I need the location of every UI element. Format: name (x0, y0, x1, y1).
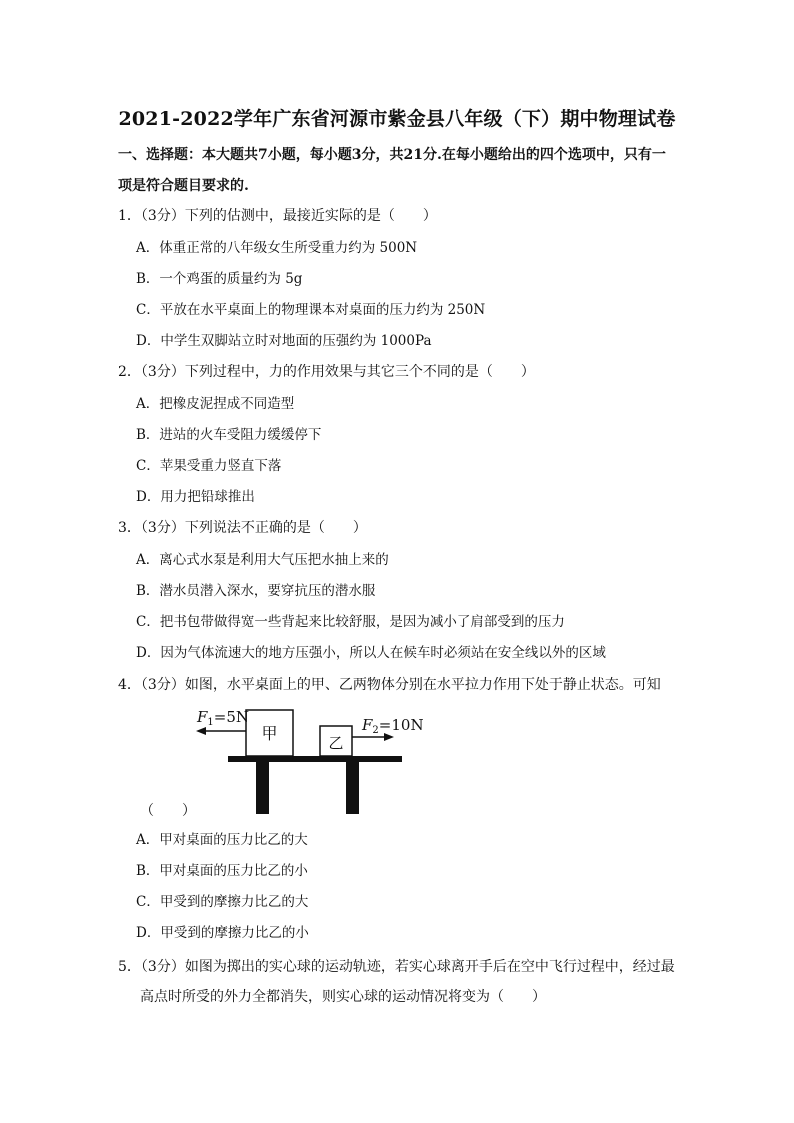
page-title: 2021-2022学年广东省河源市紫金县八年级（下）期中物理试卷 (118, 108, 676, 130)
question-2-option-d: D．用力把铅球推出 (136, 489, 255, 505)
question-4-option-d: D．甲受到的摩擦力比乙的小 (136, 925, 309, 941)
force-f2-label: $F_2=10N$ (362, 716, 424, 736)
question-3-stem: 3．（3分）下列说法不正确的是（ ） (118, 520, 367, 536)
question-2-option-c: C．苹果受重力竖直下落 (136, 458, 282, 474)
question-2-option-b: B．进站的火车受阻力缓缓停下 (136, 427, 322, 443)
block-yi-label: 乙 (328, 734, 344, 752)
question-3-option-b: B．潜水员潜入深水，要穿抗压的潜水服 (136, 583, 376, 599)
question-1-option-d: D．中学生双脚站立时对地面的压强约为 1000Pa (136, 333, 432, 349)
question-4-option-b: B．甲对桌面的压力比乙的小 (136, 863, 308, 879)
table-top (228, 756, 402, 762)
force-f1-label: $F_1=5N$ (197, 708, 250, 728)
question-5-stem-continued: 高点时所受的外力全都消失，则实心球的运动情况将变为（ ） (140, 989, 546, 1005)
force-f1-arrowhead (196, 727, 206, 735)
section-heading-line2: 项是符合题目要求的. (118, 178, 249, 194)
question-4-stem: 4．（3分）如图，水平桌面上的甲、乙两物体分别在水平拉力作用下处于静止状态。可知 (118, 677, 661, 693)
block-jia-label: 甲 (261, 724, 278, 743)
question-2-stem: 2．（3分）下列过程中，力的作用效果与其它三个不同的是（ ） (118, 364, 535, 380)
question-4-option-a: A．甲对桌面的压力比乙的大 (136, 832, 308, 848)
question-1-option-c: C．平放在水平桌面上的物理课本对桌面的压力约为 250N (136, 302, 486, 318)
question-1-stem: 1．（3分）下列的估测中，最接近实际的是（ ） (118, 208, 437, 224)
question-3-option-c: C．把书包带做得宽一些背起来比较舒服，是因为减小了肩部受到的压力 (136, 614, 565, 630)
question-4-answer-brackets: （ ） (140, 803, 196, 819)
question-2-option-a: A．把橡皮泥捏成不同造型 (136, 396, 295, 412)
question-3-option-d: D．因为气体流速大的地方压强小，所以人在候车时必须站在安全线以外的区域 (136, 645, 606, 661)
question-3-option-a: A．离心式水泵是利用大气压把水抽上来的 (136, 552, 389, 568)
force-f2-arrowhead (384, 733, 394, 741)
question-1-option-b: B．一个鸡蛋的质量约为 5g (136, 271, 303, 287)
question-4-option-c: C．甲受到的摩擦力比乙的大 (136, 894, 309, 910)
section-heading-line1: 一、选择题：本大题共7小题，每小题3分，共21分.在每小题给出的四个选项中，只有一 (118, 147, 666, 163)
question-5-stem: 5．（3分）如图为掷出的实心球的运动轨迹，若实心球离开手后在空中飞行过程中，经过最 (118, 959, 675, 975)
question-1-option-a: A．体重正常的八年级女生所受重力约为 500N (136, 240, 418, 256)
